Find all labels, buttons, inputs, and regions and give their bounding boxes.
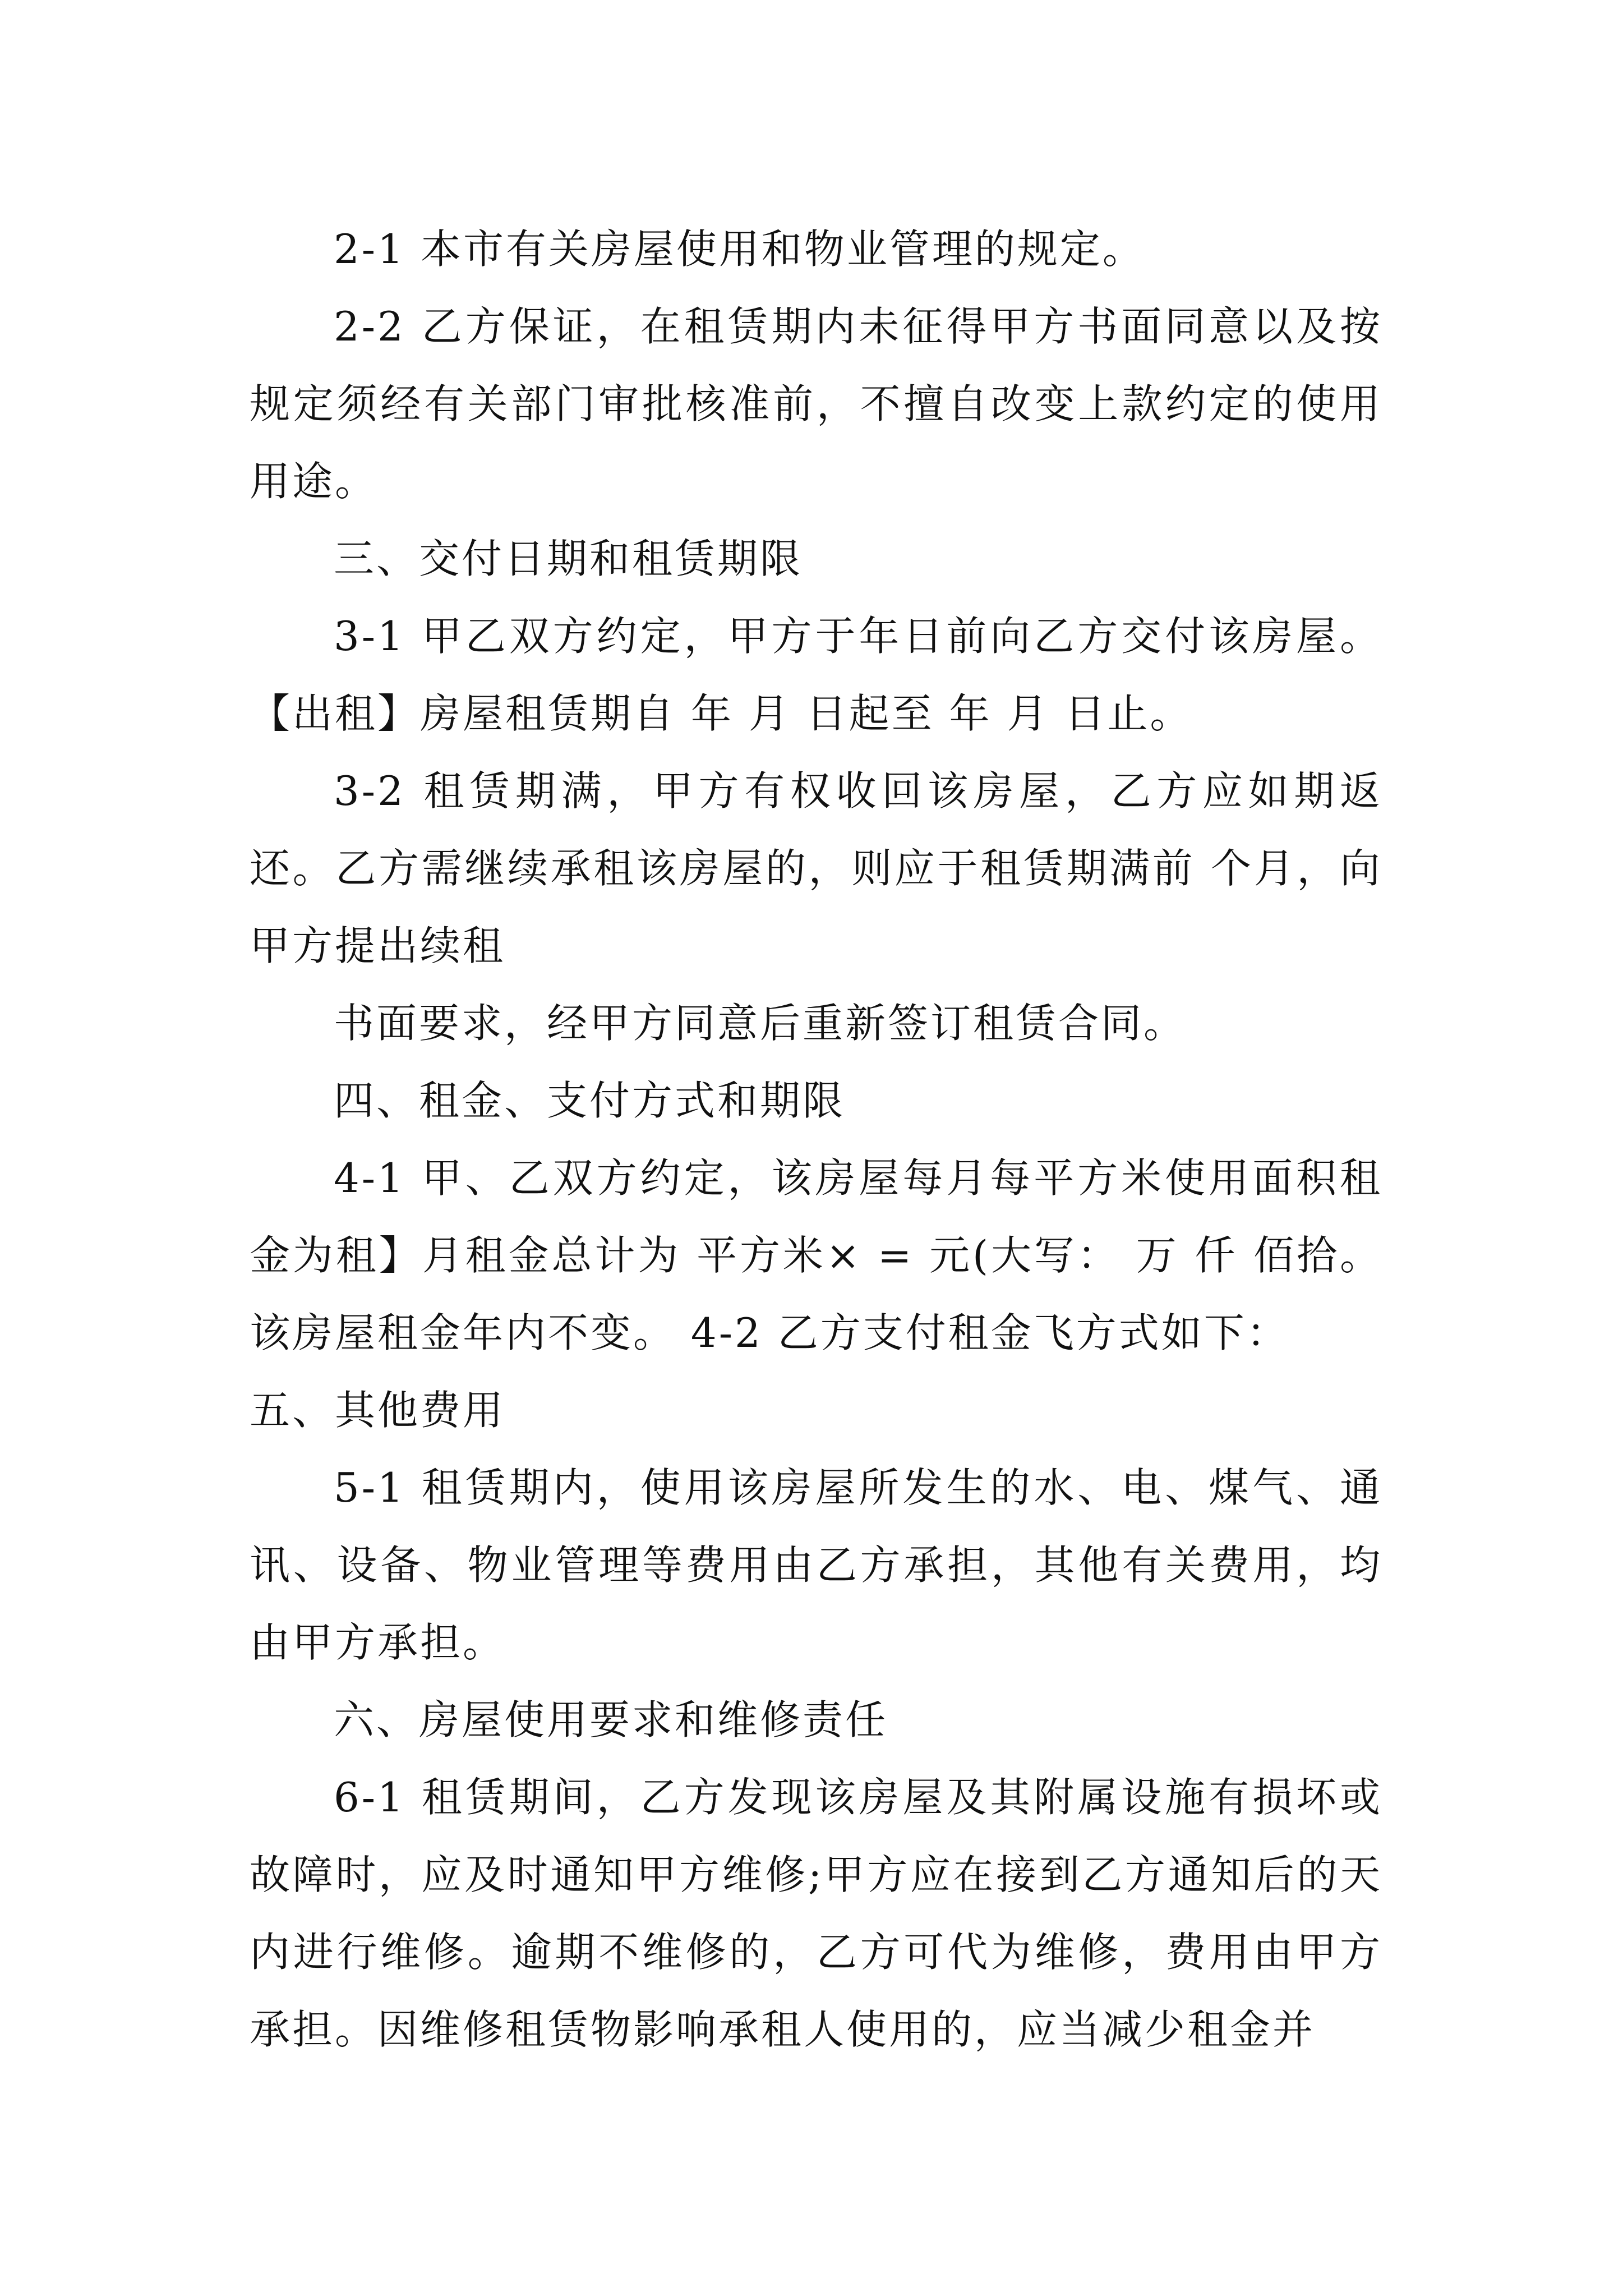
section-heading-5: 五、其他费用 [250,1387,506,1434]
paragraph-6-1: 6-1 租赁期间，乙方发现该房屋及其附属设施有损坏或故障时，应及时通知甲方维修;甲方应在接到乙方通知后的天内进行维修。逾期不维修的，乙方可代为维修，费用由甲方承担。因维修租赁物影响承租人使用的，应当减少租金并 [250,1774,1382,2053]
paragraph-2-1: 2-1 本市有关房屋使用和物业管理的规定。 [334,226,1145,273]
document-body [250,210,1382,2068]
paragraph-3-2-continued: 书面要求，经甲方同意后重新签订租赁合同。 [334,1000,1187,1047]
paragraph-3-1: 3-1 甲乙双方约定，甲方于年日前向乙方交付该房屋。【出租】房屋租赁期自 年 月 日起至 年 月 日止。 [250,613,1382,737]
section-heading-4: 四、租金、支付方式和期限 [334,1077,846,1124]
paragraph-4-1: 4-1 甲、乙双方约定，该房屋每月每平方米使用面积租金为租】月租金总计为 平方米× = 元(大写： 万 仟 佰拾。该房屋租金年内不变。 4-2 乙方支付租金飞方式如下： [250,1154,1382,1356]
section-heading-6: 六、房屋使用要求和维修责任 [334,1696,888,1743]
paragraph-5-1: 5-1 租赁期内，使用该房屋所发生的水、电、煤气、通讯、设备、物业管理等费用由乙方承担，其他有关费用，均由甲方承担。 [250,1464,1382,1666]
paragraph-2-2: 2-2 乙方保证，在租赁期内未征得甲方书面同意以及按规定须经有关部门审批核准前，不擅自改变上款约定的使用用途。 [250,303,1382,505]
section-heading-3: 三、交付日期和租赁期限 [334,535,803,582]
paragraph-3-2: 3-2 租赁期满，甲方有权收回该房屋，乙方应如期返还。乙方需继续承租该房屋的，则应于租赁期满前 个月，向甲方提出续租 [250,767,1382,969]
